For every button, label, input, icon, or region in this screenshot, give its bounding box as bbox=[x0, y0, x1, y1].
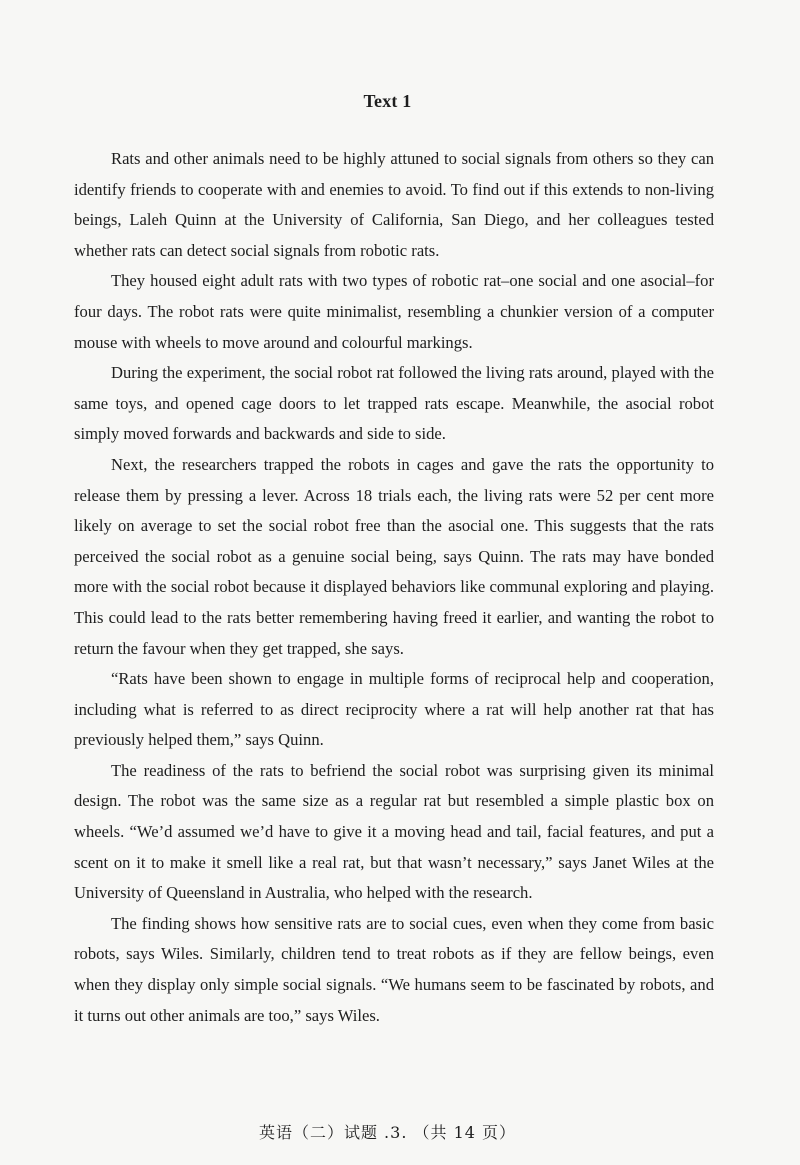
paragraph-1: Rats and other animals need to be highly attuned to social signals from others so they can identify friends to cooperate with and enemies to avoid. To find out if this extends to non-living beings, Laleh Quinn at the University of California, San Diego, and her colleagues tested whether rats can detect social signals from robotic rats. bbox=[74, 149, 714, 260]
paragraph-7: The finding shows how sensitive rats are to social cues, even when they come from basic robots, says Wiles. Similarly, children tend to treat robots as if they are fellow beings, even when they display only simple social signals. “We humans seem to be fascinated by robots, and it turns out other animals are too,” says Wiles. bbox=[74, 913, 714, 1025]
paragraph-6: The readiness of the rats to befriend the social robot was surprising given its minimal design. The robot was the same size as a regular rat but resembled a simple plastic box on wheels. “We’d assumed we’d have to give it a moving head and tail, facial features, and put a scent on it to make it smell like a real rat, but that wasn’t necessary,” says Janet Wiles at the University of Queensland in Australia, who helped with the research. bbox=[74, 760, 714, 903]
paragraph-2: They housed eight adult rats with two types of robotic rat–one social and one asocial–for four days. The robot rats were quite minimalist, resembling a chunkier version of a computer mouse with wheels to move around and colourful markings. bbox=[74, 271, 714, 352]
passage-body bbox=[74, 144, 714, 1031]
text-title: Text 1 bbox=[363, 91, 412, 111]
paragraph-3: During the experiment, the social robot rat followed the living rats around, played with the same toys, and opened cage doors to let trapped rats escape. Meanwhile, the asocial robot simply moved forwards and backwards and side to side. bbox=[74, 363, 714, 444]
paragraph-4: Next, the researchers trapped the robots in cages and gave the rats the opportunity to release them by pressing a lever. Across 18 trials each, the living rats were 52 per cent more likely on average to set the social robot free than the asocial one. This suggests that the rats perceived the social robot as a genuine social being, says Quinn. The rats may have bonded more with the social robot because it displayed behaviors like communal exploring and playing. This could lead to the rats better remembering having freed it earlier, and wanting the robot to return the favour when they get trapped, she says. bbox=[74, 454, 714, 658]
page-footer: 英语（二）试题 .3. （共 14 页） bbox=[258, 1123, 517, 1142]
paragraph-5: “Rats have been shown to engage in multiple forms of reciprocal help and cooperation, including what is referred to as direct reciprocity where a rat will help another rat that has previously helped them,” says Quinn. bbox=[74, 669, 714, 750]
